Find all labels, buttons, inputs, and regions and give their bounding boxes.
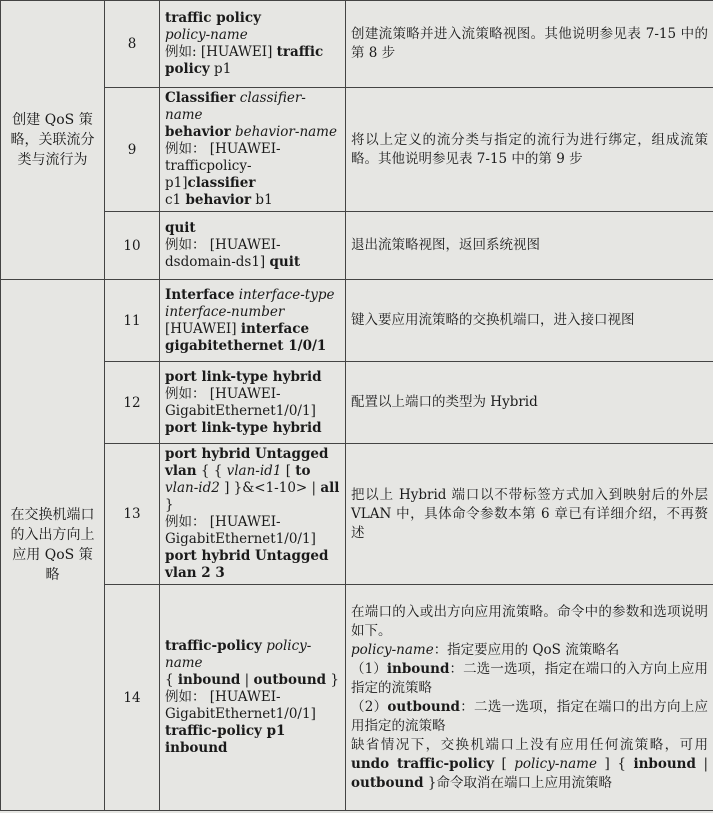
description-cell: 键入要应用流策略的交换机端口，进入接口视图 — [346, 280, 713, 362]
command-cell: port link-type hybrid 例如： [HUAWEI- GigabitEthernet1/0/1] port link-type hybrid — [160, 362, 346, 444]
step-number: 11 — [105, 280, 160, 362]
section-label-create-policy: 创建 QoS 策略，关联流分类与流行为 — [1, 1, 105, 280]
table-row — [1, 88, 713, 212]
description-cell: 在端口的入或出方向应用流策略。命令中的参数和选项说明如下。 policy-name：指定要应用的 QoS 流策略名 （1）inbound：二选一选项，指定在端口的入方向上应用指定的流策略 （2）outbound：二选一选项，指定在端口的出方向上应用指定的流策略 缺省情况下，交换机端口上没有应用任何流策略，可用 undo traffic-policy [ policy-name ] { inbound | outbound }命令取消在端口上应用流策略 — [346, 585, 713, 811]
step-number: 12 — [105, 362, 160, 444]
table-row — [1, 212, 713, 280]
table-row — [1, 444, 713, 585]
table-row — [1, 280, 713, 362]
command-cell: quit 例如： [HUAWEI- dsdomain-ds1] quit — [160, 212, 346, 280]
step-number: 10 — [105, 212, 160, 280]
table-row — [1, 362, 713, 444]
command-cell: port hybrid Untagged vlan { { vlan-id1 [ to vlan-id2 ] }&<1-10> | all } 例如： [HUAWEI- GigabitEthernet1/0/1] port hybrid Untagged vlan 2 3 — [160, 444, 346, 585]
step-number: 8 — [105, 1, 160, 88]
description-cell: 退出流策略视图，返回系统视图 — [346, 212, 713, 280]
description-cell: 创建流策略并进入流策略视图。其他说明参见表 7-15 中的第 8 步 — [346, 1, 713, 88]
command-cell: traffic policy policy-name 例如: [HUAWEI] traffic policy p1 — [160, 1, 346, 88]
step-number: 9 — [105, 88, 160, 212]
step-number: 13 — [105, 444, 160, 585]
description-cell: 把以上 Hybrid 端口以不带标签方式加入到映射后的外层 VLAN 中，具体命令参数本第 6 章已有详细介绍，不再赘述 — [346, 444, 713, 585]
description-cell: 配置以上端口的类型为 Hybrid — [346, 362, 713, 444]
command-cell: Interface interface-type interface-number [HUAWEI] interface gigabitethernet 1/0/1 — [160, 280, 346, 362]
section-label-apply-policy: 在交换机端口的入出方向上应用 QoS 策略 — [1, 280, 105, 811]
command-cell: traffic-policy policy-name { inbound | outbound } 例如： [HUAWEI- GigabitEthernet1/0/1] traffic-policy p1 inbound — [160, 585, 346, 811]
table-row — [1, 1, 713, 88]
description-cell: 将以上定义的流分类与指定的流行为进行绑定，组成流策略。其他说明参见表 7-15 中的第 9 步 — [346, 88, 713, 212]
step-number: 14 — [105, 585, 160, 811]
command-cell: Classifier classifier-name behavior behavior-name 例如： [HUAWEI- trafficpolicy-p1]classifier c1 behavior b1 — [160, 88, 346, 212]
table-row — [1, 585, 713, 811]
